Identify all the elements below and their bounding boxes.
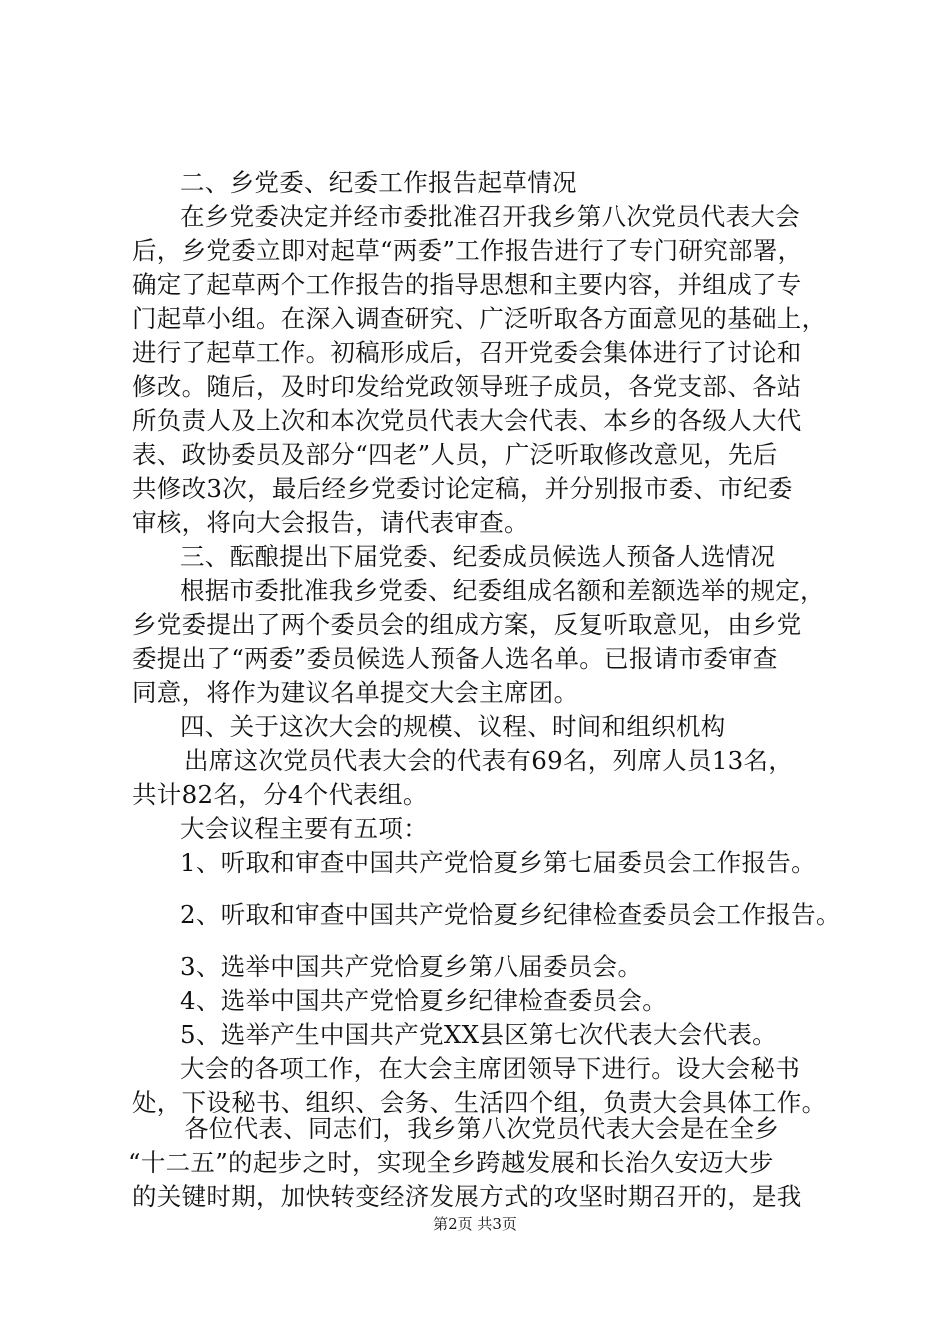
paragraph-line: 委提出了“两委”委员候选人预备人选名单。已报请市委审查 [132, 644, 778, 673]
paragraph-line: 表、政协委员及部分“四老”人员，广泛听取修改意见，先后 [132, 440, 778, 469]
heading-section-4: 四、关于这次大会的规模、议程、时间和组织机构 [180, 712, 726, 741]
agenda-item: 2、听取和审查中国共产党恰夏乡纪律检查委员会工作报告。 [180, 900, 841, 929]
agenda-intro: 大会议程主要有五项： [180, 814, 428, 843]
paragraph-line: 各位代表、同志们，我乡第八次党员代表大会是在全乡 [184, 1114, 780, 1143]
paragraph-line: 确定了起草两个工作报告的指导思想和主要内容，并组成了专 [132, 270, 802, 299]
paragraph-line: “十二五”的起步之时，实现全乡跨越发展和长治久安迈大步 [128, 1148, 774, 1177]
paragraph-line: 处，下设秘书、组织、会务、生活四个组，负责大会具体工作。 [132, 1088, 827, 1117]
agenda-item: 1、听取和审查中国共产党恰夏乡第七届委员会工作报告。 [180, 848, 816, 877]
paragraph-line: 修改。随后，及时印发给党政领导班子成员，各党支部、各站 [132, 372, 802, 401]
paragraph-line: 根据市委批准我乡党委、纪委组成名额和差额选举的规定， [180, 576, 825, 605]
heading-section-3: 三、酝酿提出下届党委、纪委成员候选人预备人选情况 [180, 542, 776, 571]
paragraph-line: 进行了起草工作。初稿形成后，召开党委会集体进行了讨论和 [132, 338, 802, 367]
paragraph-line: 共修改3次，最后经乡党委讨论定稿，并分别报市委、市纪委 [132, 474, 793, 503]
paragraph-line: 审核，将向大会报告，请代表审查。 [132, 508, 529, 537]
paragraph-line: 所负责人及上次和本次党员代表大会代表、本乡的各级人大代 [132, 406, 802, 435]
paragraph-line: 出席这次党员代表大会的代表有69名，列席人员13名， [184, 746, 794, 775]
paragraph-line: 共计82名，分4个代表组。 [132, 780, 428, 809]
paragraph-line: 在乡党委决定并经市委批准召开我乡第八次党员代表大会 [180, 202, 800, 231]
paragraph-line: 的关键时期，加快转变经济发展方式的攻坚时期召开的，是我 [132, 1182, 802, 1211]
paragraph-line: 后，乡党委立即对起草“两委”工作报告进行了专门研究部署， [132, 236, 803, 265]
agenda-item: 4、选举中国共产党恰夏乡纪律检查委员会。 [180, 986, 668, 1015]
paragraph-line: 乡党委提出了两个委员会的组成方案，反复听取意见，由乡党 [132, 610, 802, 639]
paragraph-line: 同意，将作为建议名单提交大会主席团。 [132, 678, 579, 707]
agenda-item: 3、选举中国共产党恰夏乡第八届委员会。 [180, 952, 643, 981]
paragraph-line: 大会的各项工作，在大会主席团领导下进行。设大会秘书 [180, 1054, 800, 1083]
page-number-footer: 第2页 共3页 [433, 1215, 517, 1233]
heading-section-2: 二、乡党委、纪委工作报告起草情况 [180, 168, 577, 197]
paragraph-line: 门起草小组。在深入调查研究、广泛听取各方面意见的基础上， [132, 304, 827, 333]
agenda-item: 5、选举产生中国共产党XX县区第七次代表大会代表。 [180, 1020, 777, 1049]
